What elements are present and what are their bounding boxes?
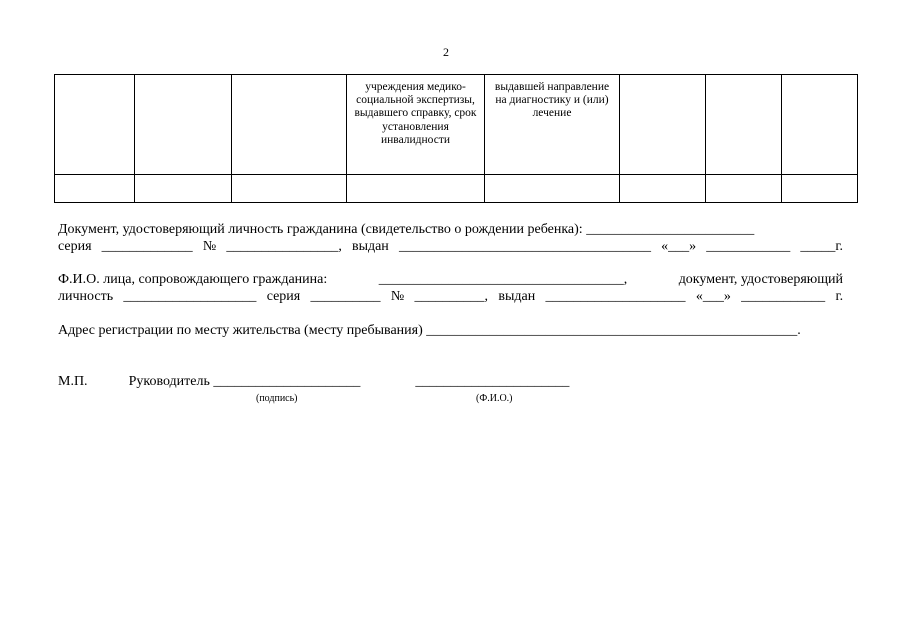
table-cell — [782, 175, 858, 203]
year-suffix: г. — [835, 239, 844, 254]
table-cell-referral: выдавшей направление на диагностику и (или) лечение — [485, 75, 620, 175]
issued-label: выдан — [351, 239, 389, 254]
escort-name-field[interactable]: ___________________________________, — [378, 272, 628, 287]
signature-block — [58, 374, 569, 390]
issued-field[interactable]: ____________________________________ — [398, 239, 651, 254]
identity-field[interactable]: ___________________ — [123, 289, 257, 304]
identity-document-line — [58, 222, 843, 238]
address-field[interactable]: _____________________________________________________. — [426, 323, 801, 338]
table-cell — [135, 75, 232, 175]
table-cell — [620, 75, 706, 175]
identity-label: личность — [58, 289, 114, 304]
address-label: Адрес регистрации по месту жительства (месту пребывания) — [58, 323, 423, 338]
table-cell-mse-institution: учреждения медико-социальной экспертизы, выдавшего справку, срок установления инвалидности — [347, 75, 485, 175]
table-cell — [135, 175, 232, 203]
number-field[interactable]: ________________, — [226, 239, 342, 254]
identity-document-label: Документ, удостоверяющий личность гражданина (свидетельство о рождении ребенка): — [58, 222, 583, 237]
head-label: Руководитель — [128, 374, 210, 389]
escort-label: Ф.И.О. лица, сопровождающего гражданина: — [58, 272, 328, 287]
escort-date-close-quote: » — [723, 289, 731, 304]
document-table — [54, 74, 858, 203]
table-cell — [347, 175, 485, 203]
address-line — [58, 323, 843, 339]
table-cell — [706, 75, 782, 175]
table-cell — [620, 175, 706, 203]
escort-date-month-field[interactable]: ____________ — [741, 289, 826, 304]
identity-document-field[interactable]: ________________________ — [586, 222, 755, 237]
date-open-quote: « — [661, 239, 669, 254]
name-caption: (Ф.И.О.) — [476, 393, 513, 404]
escort-details-line — [58, 289, 843, 305]
number-label: № — [202, 239, 217, 254]
table-row — [55, 175, 858, 203]
escort-date-day-field[interactable]: ___ — [702, 289, 724, 304]
escort-series-label: серия — [266, 289, 301, 304]
date-day-field[interactable]: ___ — [668, 239, 690, 254]
identity-details-line — [58, 239, 843, 255]
escort-number-field[interactable]: __________, — [414, 289, 489, 304]
table-cell — [55, 75, 135, 175]
escort-issued-label: выдан — [498, 289, 536, 304]
stamp-label: М.П. — [58, 374, 88, 389]
date-close-quote: » — [689, 239, 697, 254]
table-cell — [706, 175, 782, 203]
table-cell — [55, 175, 135, 203]
table-row — [55, 75, 858, 175]
table-cell — [232, 175, 347, 203]
escort-date-open-quote: « — [695, 289, 703, 304]
table-cell — [232, 75, 347, 175]
table-cell — [782, 75, 858, 175]
date-month-field[interactable]: ____________ — [706, 239, 791, 254]
date-year-field[interactable]: _____ — [800, 239, 836, 254]
escort-issued-field[interactable]: ____________________ — [545, 289, 686, 304]
series-field[interactable]: _____________ — [101, 239, 193, 254]
escort-year-suffix: г. — [835, 289, 844, 304]
table-cell — [485, 175, 620, 203]
escort-line — [58, 272, 843, 288]
escort-number-label: № — [390, 289, 405, 304]
series-label: серия — [58, 239, 92, 254]
head-name-field[interactable]: ______________________ — [415, 374, 570, 389]
page-number: 2 — [443, 45, 449, 59]
signature-field[interactable]: _____________________ — [213, 374, 361, 389]
escort-document-label: документ, удостоверяющий — [678, 272, 844, 287]
escort-series-field[interactable]: __________ — [310, 289, 381, 304]
signature-caption: (подпись) — [256, 393, 298, 404]
